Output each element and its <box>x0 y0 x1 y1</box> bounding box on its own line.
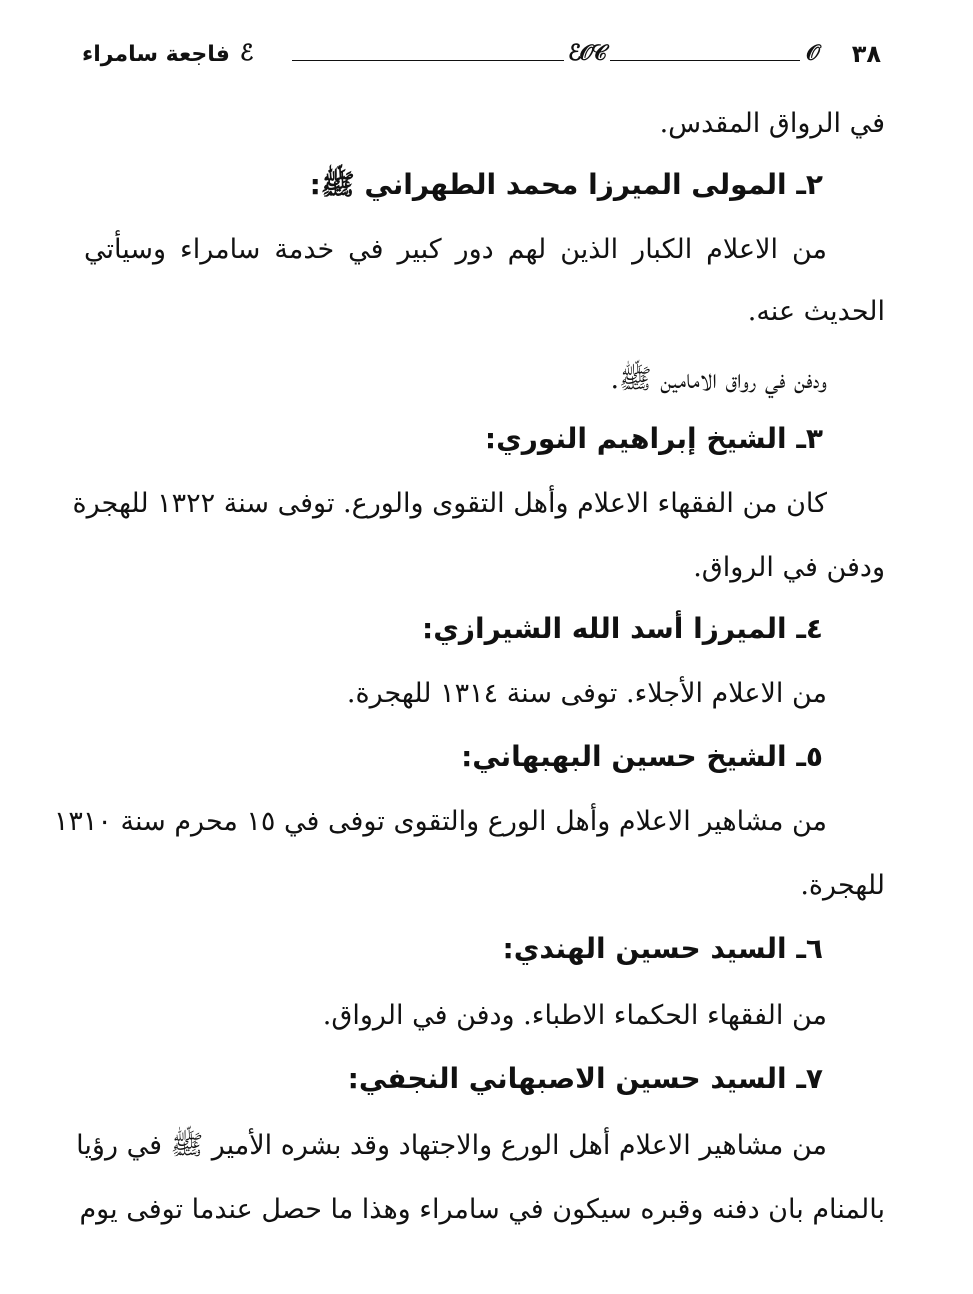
section-heading: ٧ـ السيد حسين الاصبهاني النجفي: <box>347 1062 823 1095</box>
section-heading: ٢ـ المولى الميرزا محمد الطهراني ﷺ: <box>309 168 823 201</box>
paragraph-line: الحديث عنه. <box>747 296 885 327</box>
paragraph-line: ودفن في رواق الامامين ﷺ. <box>610 364 827 395</box>
paragraph-line: للهجرة. <box>800 870 885 901</box>
paragraph-line: من مشاهير الاعلام أهل الورع والاجتهاد وقد بشره الأمير ﷺ في رؤيا <box>76 1130 827 1161</box>
paragraph-line: من مشاهير الاعلام وأهل الورع والتقوى توفى في ١٥ محرم سنة ١٣١٠ <box>53 806 827 837</box>
paragraph-line: بالمنام بان دفنه وقبره سيكون في سامراء وهذا ما حصل عندما توفى يوم <box>79 1194 885 1225</box>
header-rule-right <box>610 60 800 61</box>
paragraph-line: من الفقهاء الحكماء الاطباء. ودفن في الرواق. <box>322 1000 827 1031</box>
ornament-left-icon: ℰ <box>240 40 254 66</box>
ornament-right-icon: 𝒪 <box>806 40 820 66</box>
section-heading: ٣ـ الشيخ إبراهيم النوري: <box>484 422 823 455</box>
paragraph-line: كان من الفقهاء الاعلام وأهل التقوى والورع. توفى سنة ١٣٢٢ للهجرة <box>72 488 827 519</box>
section-heading: ٦ـ السيد حسين الهندي: <box>502 932 823 965</box>
book-title: فاجعة سامراء <box>82 42 230 67</box>
page-number: ٣٨ <box>851 40 881 68</box>
paragraph-line: من الاعلام الأجلاء. توفى سنة ١٣١٤ للهجرة. <box>346 678 827 709</box>
page-header <box>82 36 881 80</box>
header-rule-left <box>292 60 564 61</box>
ornament-center-icon: ℰ𝒪𝒞 <box>568 40 606 66</box>
paragraph-line: ودفن في الرواق. <box>693 552 885 583</box>
paragraph-line: في الرواق المقدس. <box>659 108 885 139</box>
paragraph-line: من الاعلام الكبار الذين لهم دور كبير في خدمة سامراء وسيأتي <box>84 234 827 265</box>
section-heading: ٥ـ الشيخ حسين البهبهاني: <box>461 740 823 773</box>
section-heading: ٤ـ الميرزا أسد الله الشيرازي: <box>422 612 823 645</box>
